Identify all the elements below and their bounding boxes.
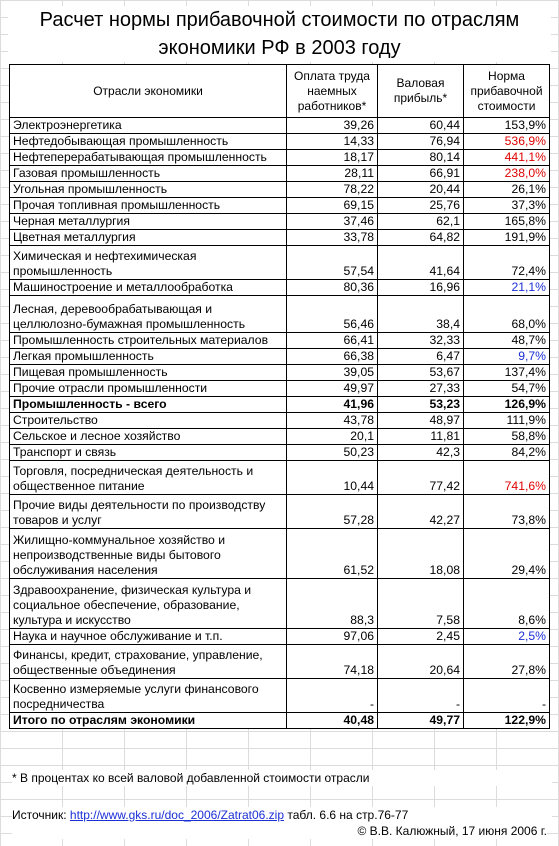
wages-cell[interactable]: 43,78	[287, 413, 378, 429]
industry-cell[interactable]: Угольная промышленность	[10, 182, 287, 198]
table-row	[10, 445, 550, 461]
table-row	[10, 198, 550, 214]
wages-cell[interactable]: 69,15	[287, 198, 378, 214]
table-row	[10, 246, 550, 280]
industry-cell[interactable]: Электроэнергетика	[10, 118, 287, 134]
profit-cell[interactable]: 18,08	[378, 529, 464, 579]
wages-cell[interactable]: 61,52	[287, 529, 378, 579]
table-row	[10, 333, 550, 349]
rate-cell[interactable]: 68,0%	[464, 296, 550, 333]
industry-cell[interactable]: Прочая топливная промышленность	[10, 198, 287, 214]
industry-cell[interactable]: Газовая промышленность	[10, 166, 287, 182]
table-body	[10, 118, 550, 729]
rate-cell[interactable]: 741,6%	[464, 461, 550, 495]
profit-cell[interactable]: 49,77	[378, 713, 464, 729]
rate-cell[interactable]: 122,9%	[464, 713, 550, 729]
rate-cell[interactable]: 441,1%	[464, 150, 550, 166]
wages-cell[interactable]: 20,1	[287, 429, 378, 445]
wages-cell[interactable]: 66,41	[287, 333, 378, 349]
title-line-2: экономики РФ в 2003 году	[158, 37, 401, 59]
table-row	[10, 579, 550, 629]
table-row	[10, 529, 550, 579]
rate-cell[interactable]: 126,9%	[464, 397, 550, 413]
profit-cell[interactable]: 77,42	[378, 461, 464, 495]
wages-cell[interactable]: 39,26	[287, 118, 378, 134]
wages-cell[interactable]: 10,44	[287, 461, 378, 495]
rate-cell[interactable]: 48,7%	[464, 333, 550, 349]
profit-cell[interactable]: 76,94	[378, 134, 464, 150]
rate-cell[interactable]: 2,5%	[464, 629, 550, 645]
table-row	[10, 134, 550, 150]
profit-cell[interactable]: 7,58	[378, 579, 464, 629]
source-label: Источник:	[12, 808, 67, 822]
wages-cell[interactable]: 74,18	[287, 645, 378, 679]
table-row	[10, 495, 550, 529]
source-tail: табл. 6.6 на стр.76-77	[287, 808, 409, 822]
industry-cell[interactable]: Торговля, посредническая деятельность и общественное питание	[10, 461, 287, 495]
wages-cell[interactable]: 97,06	[287, 629, 378, 645]
rate-cell[interactable]: 29,4%	[464, 529, 550, 579]
rate-cell[interactable]: 73,8%	[464, 495, 550, 529]
industry-cell[interactable]: Нефтеперерабатывающая промышленность	[10, 150, 287, 166]
table-row	[10, 150, 550, 166]
rate-cell[interactable]: 27,8%	[464, 645, 550, 679]
profit-cell[interactable]: 66,91	[378, 166, 464, 182]
rate-cell[interactable]: 137,4%	[464, 365, 550, 381]
industry-cell[interactable]: Финансы, кредит, страхование, управление, общественные объединения	[10, 645, 287, 679]
table-row	[10, 365, 550, 381]
table-row	[10, 230, 550, 246]
profit-cell[interactable]: 60,44	[378, 118, 464, 134]
profit-cell[interactable]: 6,47	[378, 349, 464, 365]
table-row	[10, 713, 550, 729]
industry-cell[interactable]: Итого по отраслям экономики	[10, 713, 287, 729]
rate-cell[interactable]: 111,9%	[464, 413, 550, 429]
profit-cell[interactable]: 48,97	[378, 413, 464, 429]
industry-cell[interactable]: Цветная металлургия	[10, 230, 287, 246]
wages-cell[interactable]: -	[287, 679, 378, 713]
profit-cell[interactable]: 42,27	[378, 495, 464, 529]
wages-cell[interactable]: 50,23	[287, 445, 378, 461]
table-row	[10, 461, 550, 495]
rate-cell[interactable]: 238,0%	[464, 166, 550, 182]
rate-cell[interactable]: 9,7%	[464, 349, 550, 365]
industry-cell[interactable]: Прочие отрасли промышленности	[10, 381, 287, 397]
profit-cell[interactable]: 80,14	[378, 150, 464, 166]
industry-cell[interactable]: Жилищно-коммунальное хозяйство и непроизводственные виды бытового обслуживания населения	[10, 529, 287, 579]
industry-cell[interactable]: Лесная, деревообрабатывающая и целлюлозно-бумажная промышленность	[10, 296, 287, 333]
table-row	[10, 629, 550, 645]
industry-cell[interactable]: Нефтедобывающая промышленность	[10, 134, 287, 150]
table-row	[10, 679, 550, 713]
wages-cell[interactable]: 66,38	[287, 349, 378, 365]
rate-cell[interactable]: 191,9%	[464, 230, 550, 246]
wages-cell[interactable]: 28,11	[287, 166, 378, 182]
table-row	[10, 413, 550, 429]
source-line	[12, 807, 552, 823]
table-row	[10, 118, 550, 134]
profit-cell[interactable]: 20,64	[378, 645, 464, 679]
industry-cell[interactable]: Химическая и нефтехимическая промышленность	[10, 246, 287, 280]
wages-cell[interactable]: 57,54	[287, 246, 378, 280]
profit-cell[interactable]: 25,76	[378, 198, 464, 214]
profit-cell[interactable]: 53,67	[378, 365, 464, 381]
wages-cell[interactable]: 41,96	[287, 397, 378, 413]
table-row	[10, 381, 550, 397]
wages-cell[interactable]: 37,46	[287, 214, 378, 230]
wages-cell[interactable]: 39,05	[287, 365, 378, 381]
profit-cell[interactable]: 42,3	[378, 445, 464, 461]
rate-cell[interactable]: 153,9%	[464, 118, 550, 134]
header-rate: Норма прибавочной стоимости	[464, 65, 550, 118]
wages-cell[interactable]: 88,3	[287, 579, 378, 629]
rate-cell[interactable]: -	[464, 679, 550, 713]
table-row	[10, 182, 550, 198]
profit-cell[interactable]: 20,44	[378, 182, 464, 198]
wages-cell[interactable]: 49,97	[287, 381, 378, 397]
rate-cell[interactable]: 165,8%	[464, 214, 550, 230]
profit-cell[interactable]: 53,23	[378, 397, 464, 413]
table-row	[10, 166, 550, 182]
wages-cell[interactable]: 56,46	[287, 296, 378, 333]
rate-cell[interactable]: 84,2%	[464, 445, 550, 461]
title-line-1: Расчет нормы прибавочной стоимости по отраслям	[39, 9, 520, 31]
table-row	[10, 280, 550, 296]
copyright: © В.В. Калюжный, 17 июня 2006 г.	[12, 823, 547, 839]
wages-cell[interactable]: 78,22	[287, 182, 378, 198]
rate-cell[interactable]: 536,9%	[464, 134, 550, 150]
source-link[interactable]: http://www.gks.ru/doc_2006/Zatrat06.zip	[69, 808, 285, 822]
industry-cell[interactable]: Сельское и лесное хозяйство	[10, 429, 287, 445]
table-row	[10, 214, 550, 230]
industry-cell[interactable]: Машиностроение и металлообработка	[10, 280, 287, 296]
rate-cell[interactable]: 21,1%	[464, 280, 550, 296]
profit-cell[interactable]: 2,45	[378, 629, 464, 645]
rate-cell[interactable]: 54,7%	[464, 381, 550, 397]
industry-cell[interactable]: Строительство	[10, 413, 287, 429]
surplus-value-table	[9, 64, 550, 729]
page-title	[8, 6, 551, 62]
table-row	[10, 645, 550, 679]
industry-cell[interactable]: Прочие виды деятельности по производству товаров и услуг	[10, 495, 287, 529]
table-row	[10, 349, 550, 365]
table-row	[10, 397, 550, 413]
profit-cell[interactable]: -	[378, 679, 464, 713]
footnote: * В процентах ко всей валовой добавленной стоимости отрасли	[12, 770, 552, 786]
industry-cell[interactable]: Промышленность строительных материалов	[10, 333, 287, 349]
profit-cell[interactable]: 16,96	[378, 280, 464, 296]
header-wages: Оплата труда наемных работников*	[287, 65, 378, 118]
wages-cell[interactable]: 80,36	[287, 280, 378, 296]
profit-cell[interactable]: 38,4	[378, 296, 464, 333]
rate-cell[interactable]: 8,6%	[464, 579, 550, 629]
industry-cell[interactable]: Легкая промышленность	[10, 349, 287, 365]
table-header-row	[10, 65, 550, 118]
industry-cell[interactable]: Черная металлургия	[10, 214, 287, 230]
industry-cell[interactable]: Наука и научное обслуживание и т.п.	[10, 629, 287, 645]
profit-cell[interactable]: 27,33	[378, 381, 464, 397]
industry-cell[interactable]: Промышленность - всего	[10, 397, 287, 413]
rate-cell[interactable]: 58,8%	[464, 429, 550, 445]
wages-cell[interactable]: 57,28	[287, 495, 378, 529]
table-row	[10, 296, 550, 333]
rate-cell[interactable]: 72,4%	[464, 246, 550, 280]
rate-cell[interactable]: 37,3%	[464, 198, 550, 214]
industry-cell[interactable]: Здравоохранение, физическая культура и социальное обеспечение, образование, культура и искусство	[10, 579, 287, 629]
rate-cell[interactable]: 26,1%	[464, 182, 550, 198]
profit-cell[interactable]: 32,33	[378, 333, 464, 349]
wages-cell[interactable]: 40,48	[287, 713, 378, 729]
wages-cell[interactable]: 14,33	[287, 134, 378, 150]
industry-cell[interactable]: Транспорт и связь	[10, 445, 287, 461]
header-industry: Отрасли экономики	[10, 65, 287, 118]
header-profit: Валовая прибыль*	[378, 65, 464, 118]
profit-cell[interactable]: 11,81	[378, 429, 464, 445]
profit-cell[interactable]: 62,1	[378, 214, 464, 230]
wages-cell[interactable]: 18,17	[287, 150, 378, 166]
profit-cell[interactable]: 41,64	[378, 246, 464, 280]
industry-cell[interactable]: Косвенно измеряемые услуги финансового посредничества	[10, 679, 287, 713]
table-row	[10, 429, 550, 445]
wages-cell[interactable]: 33,78	[287, 230, 378, 246]
profit-cell[interactable]: 64,82	[378, 230, 464, 246]
industry-cell[interactable]: Пищевая промышленность	[10, 365, 287, 381]
